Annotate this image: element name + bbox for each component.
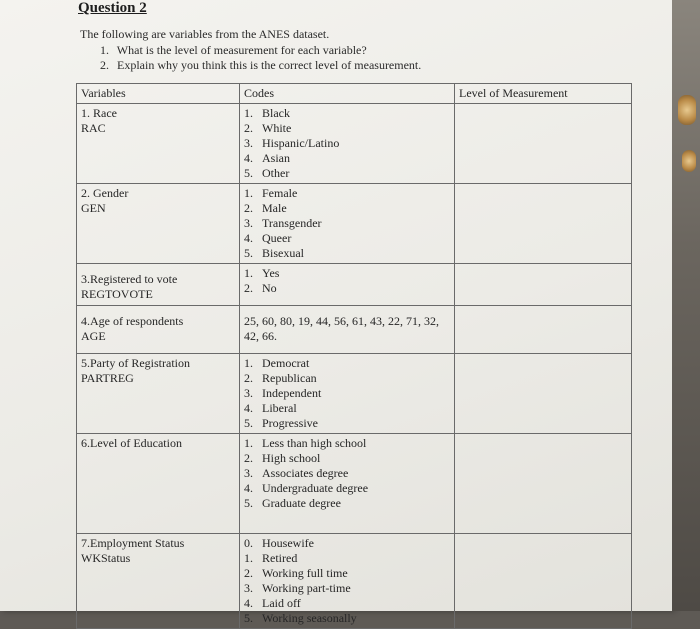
variable-name: 2. Gender [81, 186, 129, 200]
level-answer-cell[interactable] [455, 434, 632, 534]
code-label: Asian [262, 151, 290, 165]
variable-code: AGE [81, 329, 106, 343]
code-label: Associates degree [262, 466, 349, 480]
code-item [244, 611, 450, 626]
code-label: Progressive [262, 416, 318, 430]
code-number: 1. [244, 266, 253, 280]
code-label: White [262, 121, 292, 135]
code-number: 3. [244, 136, 253, 150]
code-number: 4. [244, 481, 253, 495]
variable-name: 4.Age of respondents [81, 314, 184, 328]
code-item [244, 496, 450, 511]
question-item-number: 1. [100, 43, 109, 57]
table-row [77, 534, 632, 629]
code-number: 5. [244, 416, 253, 430]
table-row [77, 264, 632, 306]
code-label: Working part-time [262, 581, 351, 595]
crumb-decoration [678, 95, 696, 125]
table-row [77, 306, 632, 354]
code-label: Working seasonally [262, 611, 357, 625]
code-item [244, 266, 450, 281]
code-item [244, 371, 450, 386]
code-number: 1. [244, 106, 253, 120]
code-number: 3. [244, 581, 253, 595]
code-label: Republican [262, 371, 317, 385]
variable-code: GEN [81, 201, 106, 215]
table-row [77, 354, 632, 434]
code-label: Queer [262, 231, 292, 245]
code-label: Undergraduate degree [262, 481, 369, 495]
code-item [244, 481, 450, 496]
code-number: 4. [244, 596, 253, 610]
code-label: High school [262, 451, 321, 465]
code-number: 4. [244, 231, 253, 245]
table-row [77, 434, 632, 534]
code-label: No [262, 281, 277, 295]
code-item [244, 121, 450, 136]
variable-cell [77, 264, 240, 306]
table-row [77, 104, 632, 184]
codes-cell [240, 104, 455, 184]
code-label: Independent [262, 386, 322, 400]
code-number: 0. [244, 536, 253, 550]
variable-code: PARTREG [81, 371, 134, 385]
code-label: Male [262, 201, 287, 215]
codes-cell [240, 534, 455, 629]
code-item [244, 401, 450, 416]
code-item [244, 201, 450, 216]
code-label: Graduate degree [262, 496, 341, 510]
variable-cell [77, 354, 240, 434]
level-answer-cell[interactable] [455, 184, 632, 264]
code-number: 1. [244, 436, 253, 450]
code-item [244, 581, 450, 596]
table-header-row [77, 84, 632, 104]
variable-cell [77, 184, 240, 264]
header-variables: Variables [77, 84, 240, 104]
question-intro: The following are variables from the ANES dataset. [80, 27, 330, 41]
question-item-text: Explain why you think this is the correct level of measurement. [117, 58, 422, 72]
variable-cell [77, 434, 240, 534]
code-number: 5. [244, 166, 253, 180]
code-number: 2. [244, 281, 253, 295]
variable-cell [77, 534, 240, 629]
variables-table [76, 83, 632, 629]
variable-cell [77, 306, 240, 354]
crumb-decoration [682, 150, 696, 172]
variable-code: REGTOVOTE [81, 287, 153, 301]
code-number: 2. [244, 451, 253, 465]
desk-background [672, 0, 700, 611]
code-number: 4. [244, 401, 253, 415]
code-number: 1. [244, 356, 253, 370]
code-item [244, 551, 450, 566]
code-number: 3. [244, 386, 253, 400]
code-item [244, 386, 450, 401]
code-label: Working full time [262, 566, 348, 580]
question-title: Question 2 [78, 0, 147, 16]
code-item [244, 186, 450, 201]
code-number: 2. [244, 371, 253, 385]
codes-cell [240, 264, 455, 306]
code-label: Bisexual [262, 246, 304, 260]
code-label: Black [262, 106, 290, 120]
question-item-text: What is the level of measurement for each variable? [116, 43, 367, 57]
code-item [244, 216, 450, 231]
code-number: 1. [244, 551, 253, 565]
code-number: 2. [244, 121, 253, 135]
code-label: Yes [262, 266, 280, 280]
variable-code: RAC [81, 121, 106, 135]
code-number: 2. [244, 566, 253, 580]
variable-code: WKStatus [81, 551, 131, 565]
header-level: Level of Measurement [455, 84, 632, 104]
question-item-number: 2. [100, 58, 109, 72]
question-item [100, 58, 421, 73]
code-item [244, 166, 450, 181]
codes-cell [240, 434, 455, 534]
level-answer-cell[interactable] [455, 264, 632, 306]
level-answer-cell[interactable] [455, 534, 632, 629]
variable-name: 7.Employment Status [81, 536, 185, 550]
code-item [244, 151, 450, 166]
code-number: 5. [244, 246, 253, 260]
codes-cell [240, 184, 455, 264]
question-list [100, 43, 421, 73]
variable-cell [77, 104, 240, 184]
code-label: Retired [262, 551, 298, 565]
code-number: 5. [244, 496, 253, 510]
code-number: 5. [244, 611, 253, 625]
code-item [244, 246, 450, 261]
codes-cell [240, 354, 455, 434]
table-row [77, 184, 632, 264]
code-label: Female [262, 186, 298, 200]
code-item [244, 136, 450, 151]
codes-text: 25, 60, 80, 19, 44, 56, 61, 43, 22, 71, 32, 42, 66. [244, 314, 439, 343]
header-codes: Codes [240, 84, 455, 104]
codes-cell [240, 306, 455, 354]
code-label: Laid off [262, 596, 301, 610]
variable-name: 6.Level of Education [81, 436, 182, 450]
code-number: 3. [244, 216, 253, 230]
code-label: Less than high school [262, 436, 367, 450]
level-answer-cell[interactable] [455, 104, 632, 184]
code-label: Transgender [262, 216, 322, 230]
code-number: 2. [244, 201, 253, 215]
code-item [244, 106, 450, 121]
level-answer-cell[interactable] [455, 306, 632, 354]
code-item [244, 596, 450, 611]
code-item [244, 451, 450, 466]
code-item [244, 566, 450, 581]
code-label: Democrat [262, 356, 310, 370]
level-answer-cell[interactable] [455, 354, 632, 434]
code-label: Housewife [262, 536, 314, 550]
code-item [244, 466, 450, 481]
code-number: 3. [244, 466, 253, 480]
code-item [244, 536, 450, 551]
code-number: 1. [244, 186, 253, 200]
code-item [244, 231, 450, 246]
code-label: Hispanic/Latino [262, 136, 340, 150]
code-number: 4. [244, 151, 253, 165]
code-label: Liberal [262, 401, 297, 415]
question-item [100, 43, 421, 58]
variable-name: 5.Party of Registration [81, 356, 190, 370]
code-item [244, 356, 450, 371]
code-item [244, 436, 450, 451]
variable-name: 1. Race [81, 106, 117, 120]
variable-name: 3.Registered to vote [81, 272, 178, 286]
code-label: Other [262, 166, 290, 180]
code-item [244, 416, 450, 431]
code-item [244, 281, 450, 296]
